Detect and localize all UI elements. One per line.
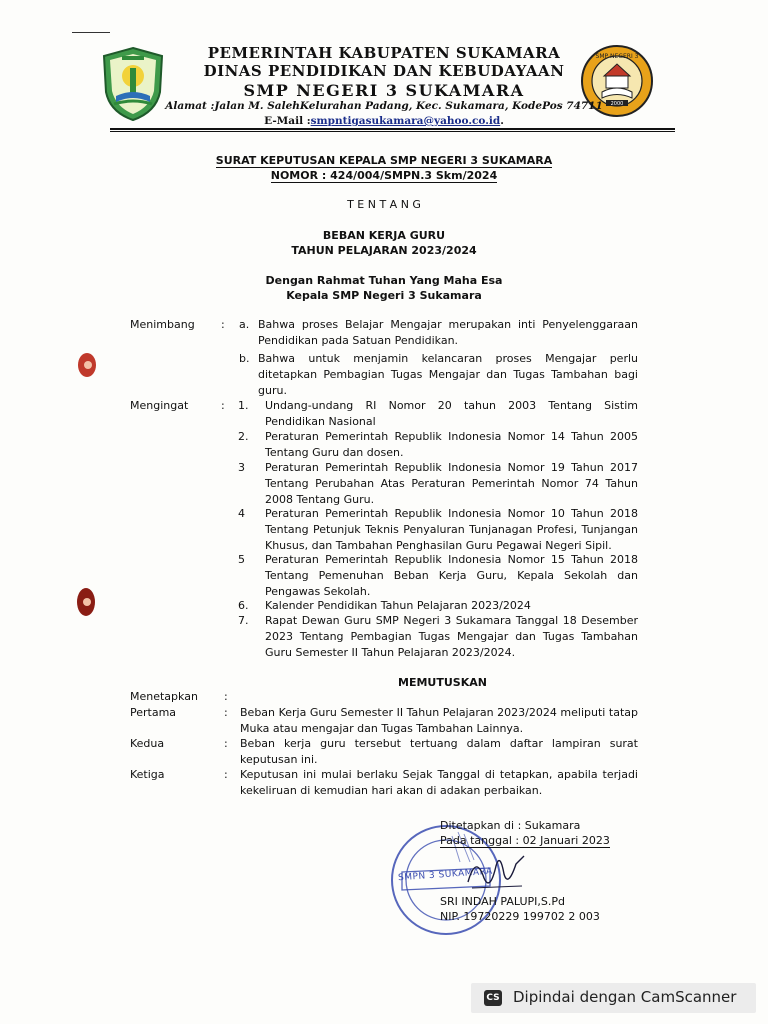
school-email-line [0, 115, 768, 127]
subject-line-1: BEBAN KERJA GURU [322, 229, 446, 242]
menimbang-a-text: Bahwa proses Belajar Mengajar merupakan inti Penyelenggaraan Pendidikan pada Satuan Pendidikan. [258, 318, 638, 347]
signature-date: Pada tanggal : 02 Januari 2023 [440, 834, 610, 847]
scan-artifact [72, 32, 110, 33]
scan-artifact [74, 585, 98, 619]
decree-title: SURAT KEPUTUSAN KEPALA SMP NEGERI 3 SUKAMARA [215, 154, 553, 167]
mengingat-item-text: Peraturan Pemerintah Republik Indonesia Nomor 14 Tahun 2005 Tentang Guru dan dosen. [265, 430, 638, 459]
menimbang-b-mark: b. [239, 352, 250, 365]
pertama-colon: : [224, 706, 228, 719]
stamp-text: SMPN 3 SUKAMARA [397, 866, 493, 884]
mengingat-item-text: Kalender Pendidikan Tahun Pelajaran 2023/2024 [265, 599, 531, 612]
mengingat-item-mark: 5 [238, 553, 245, 566]
department-line: DINAS PENDIDIKAN DAN KEBUDAYAAN [203, 62, 565, 80]
mengingat-item-mark: 6. [238, 599, 249, 612]
tentang-heading: T E N T A N G [347, 198, 421, 211]
handwritten-signature [462, 848, 532, 894]
signatory-name: SRI INDAH PALUPI,S.Pd [440, 895, 565, 908]
decree-number-wrap [0, 169, 768, 182]
pertama-label: Pertama [130, 706, 177, 719]
ketiga-label: Ketiga [130, 768, 165, 781]
mengingat-item-mark: 3 [238, 461, 245, 474]
subject-line-2: TAHUN PELAJARAN 2023/2024 [291, 244, 477, 257]
scan-artifact [76, 350, 98, 380]
mengingat-colon: : [221, 399, 225, 412]
svg-text:2000: 2000 [610, 101, 624, 107]
kedua-colon: : [224, 737, 228, 750]
email-tail: . [500, 115, 504, 127]
letterhead-rule-thick [110, 128, 675, 130]
mengingat-item-text: Peraturan Pemerintah Republik Indonesia Nomor 19 Tahun 2017 Tentang Perubahan Atas Peraturan Pemerintah Nomor 74 Tahun 2008 Tentang Guru. [265, 461, 638, 506]
mengingat-item-text: Peraturan Pemerintah Republik Indonesia Nomor 10 Tahun 2018 Tentang Petunjuk Teknis Penyaluran Tunjanagan Profesi, Tunjangan Khusus, dan Tambahan Penghasilan Guru Pegawai Negeri Sipil. [265, 507, 638, 552]
kedua-text: Beban kerja guru tersebut tertuang dalam daftar lampiran surat keputusan ini. [240, 737, 638, 766]
camscanner-text: Dipindai dengan CamScanner [513, 988, 737, 1006]
ketiga-text: Keputusan ini mulai berlaku Sejak Tanggal di tetapkan, apabila terjadi kekeliruan di kemudian hari akan di adakan perbaikan. [240, 768, 638, 797]
mengingat-item-text: Undang-undang RI Nomor 20 tahun 2003 Tentang Sistim Pendidikan Nasional [265, 399, 638, 428]
email-label: E-Mail : [264, 115, 311, 127]
decree-title-wrap [0, 154, 768, 167]
mengingat-item-mark: 4 [238, 507, 245, 520]
mengingat-item-text: Rapat Dewan Guru SMP Negeri 3 Sukamara Tanggal 18 Desember 2023 Tentang Pembagian Tugas Mengajar dan Tugas Tambahan Guru Semester II Tahun Pelajaran 2023/2024. [265, 614, 638, 659]
signature-place: Ditetapkan di : Sukamara [440, 819, 581, 832]
memutuskan-heading: MEMUTUSKAN [398, 676, 487, 689]
mengingat-item-mark: 7. [238, 614, 249, 627]
menetapkan-colon: : [224, 690, 228, 703]
pertama-text: Beban Kerja Guru Semester II Tahun Pelajaran 2023/2024 meliputi tatap Muka atau mengajar dan Tugas Tambahan Lainnya. [240, 706, 638, 735]
mengingat-item-text: Peraturan Pemerintah Republik Indonesia Nomor 15 Tahun 2018 Tentang Pemenuhan Beban Kerja Guru, Kepala Sekolah dan Pengawas Sekolah. [265, 553, 638, 598]
menimbang-b-text: Bahwa untuk menjamin kelancaran proses Mengajar perlu ditetapkan Pembagian Tugas Mengajar dan Tugas Tambahan bagi guru. [258, 352, 638, 397]
signatory-nip: NIP. 19720229 199702 2 003 [440, 910, 600, 923]
menimbang-a-mark: a. [239, 318, 250, 331]
decree-number: NOMOR : 424/004/SMPN.3 Skm/2024 [270, 169, 498, 182]
camscanner-icon: CS [484, 990, 502, 1006]
school-name: SMP NEGERI 3 SUKAMARA [243, 81, 525, 100]
mengingat-item-mark: 1. [238, 399, 249, 412]
grace-line-2: Kepala SMP Negeri 3 Sukamara [286, 289, 482, 302]
letterhead-rule-thin [110, 131, 675, 132]
svg-text:SMP NEGERI 3: SMP NEGERI 3 [595, 53, 639, 60]
mengingat-label: Mengingat [130, 399, 189, 412]
ketiga-colon: : [224, 768, 228, 781]
email-link[interactable]: smpntigasukamara@yahoo.co.id [310, 115, 501, 127]
kedua-label: Kedua [130, 737, 165, 750]
school-address: Alamat :Jalan M. SalehKelurahan Padang, Kec. Sukamara, KodePos 74711 [165, 100, 603, 112]
gov-line: PEMERINTAH KABUPATEN SUKAMARA [207, 44, 561, 62]
menimbang-colon: : [221, 318, 225, 331]
mengingat-item-mark: 2. [238, 430, 249, 443]
menimbang-label: Menimbang [130, 318, 195, 331]
camscanner-watermark [471, 983, 756, 1013]
menetapkan-label: Menetapkan [130, 690, 198, 703]
grace-line-1: Dengan Rahmat Tuhan Yang Maha Esa [265, 274, 503, 287]
